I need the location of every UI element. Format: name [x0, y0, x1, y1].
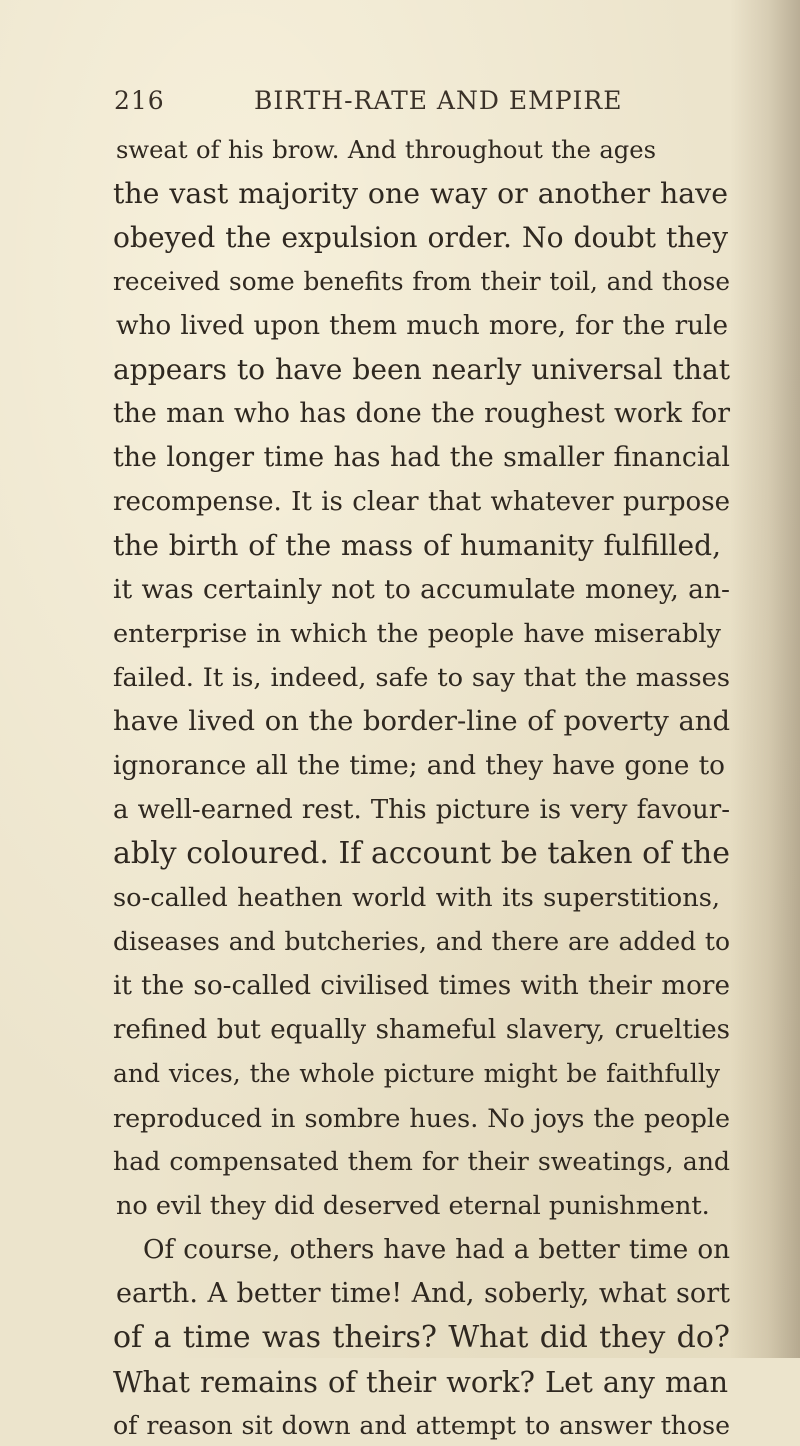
- text-line: received some benefits from their toil, and those: [113, 267, 730, 296]
- text-line: refined but equally shameful slavery, cruelties: [113, 1015, 730, 1045]
- text-line: diseases and butcheries, and there are added to: [113, 927, 730, 956]
- text-line: enterprise in which the people have miserably: [113, 619, 721, 649]
- text-line: had compensated them for their sweatings, and: [113, 1147, 730, 1176]
- page-header: [114, 86, 623, 126]
- text-line: failed. It is, indeed, safe to say that the masses: [113, 663, 730, 693]
- text-line: the birth of the mass of humanity fulfilled,: [113, 529, 721, 562]
- text-line: the longer time has had the smaller financial: [113, 442, 730, 473]
- text-line: ably coloured. If account be taken of the: [113, 836, 730, 871]
- running-head: BIRTH-RATE AND EMPIRE: [254, 86, 623, 115]
- text-line: it the so-called civilised times with their more: [113, 971, 730, 1001]
- text-line: What remains of their work? Let any man: [113, 1365, 728, 1399]
- text-line: have lived on the border-line of poverty and: [113, 706, 730, 737]
- text-line: of reason sit down and attempt to answer those: [113, 1411, 730, 1440]
- page-edge-shadow: [730, 0, 800, 1358]
- text-line: ignorance all the time; and they have gone to: [113, 751, 725, 781]
- text-line: reproduced in sombre hues. No joys the people: [113, 1103, 730, 1133]
- text-line: sweat of his brow. And throughout the ages: [116, 136, 656, 164]
- text-line: of a time was theirs? What did they do?: [113, 1320, 730, 1355]
- text-line: it was certainly not to accumulate money, an-: [113, 574, 730, 605]
- text-line: the man who has done the roughest work for: [113, 398, 730, 429]
- text-line: appears to have been nearly universal that: [113, 353, 730, 386]
- text-line: and vices, the whole picture might be faithfully: [113, 1059, 720, 1088]
- text-line: earth. A better time! And, soberly, what sort: [116, 1278, 730, 1309]
- text-line: so-called heathen world with its superstitions,: [113, 883, 720, 913]
- text-line: Of course, others have had a better time on: [143, 1235, 730, 1265]
- text-line: who lived upon them much more, for the rule: [116, 311, 728, 341]
- text-line: recompense. It is clear that whatever purpose: [113, 487, 730, 517]
- text-line: no evil they did deserved eternal punishment.: [116, 1191, 710, 1221]
- text-line: a well-earned rest. This picture is very favour-: [113, 795, 730, 825]
- page-number: 216: [114, 86, 165, 115]
- text-line: obeyed the expulsion order. No doubt they: [113, 221, 728, 254]
- text-line: the vast majority one way or another have: [113, 177, 728, 210]
